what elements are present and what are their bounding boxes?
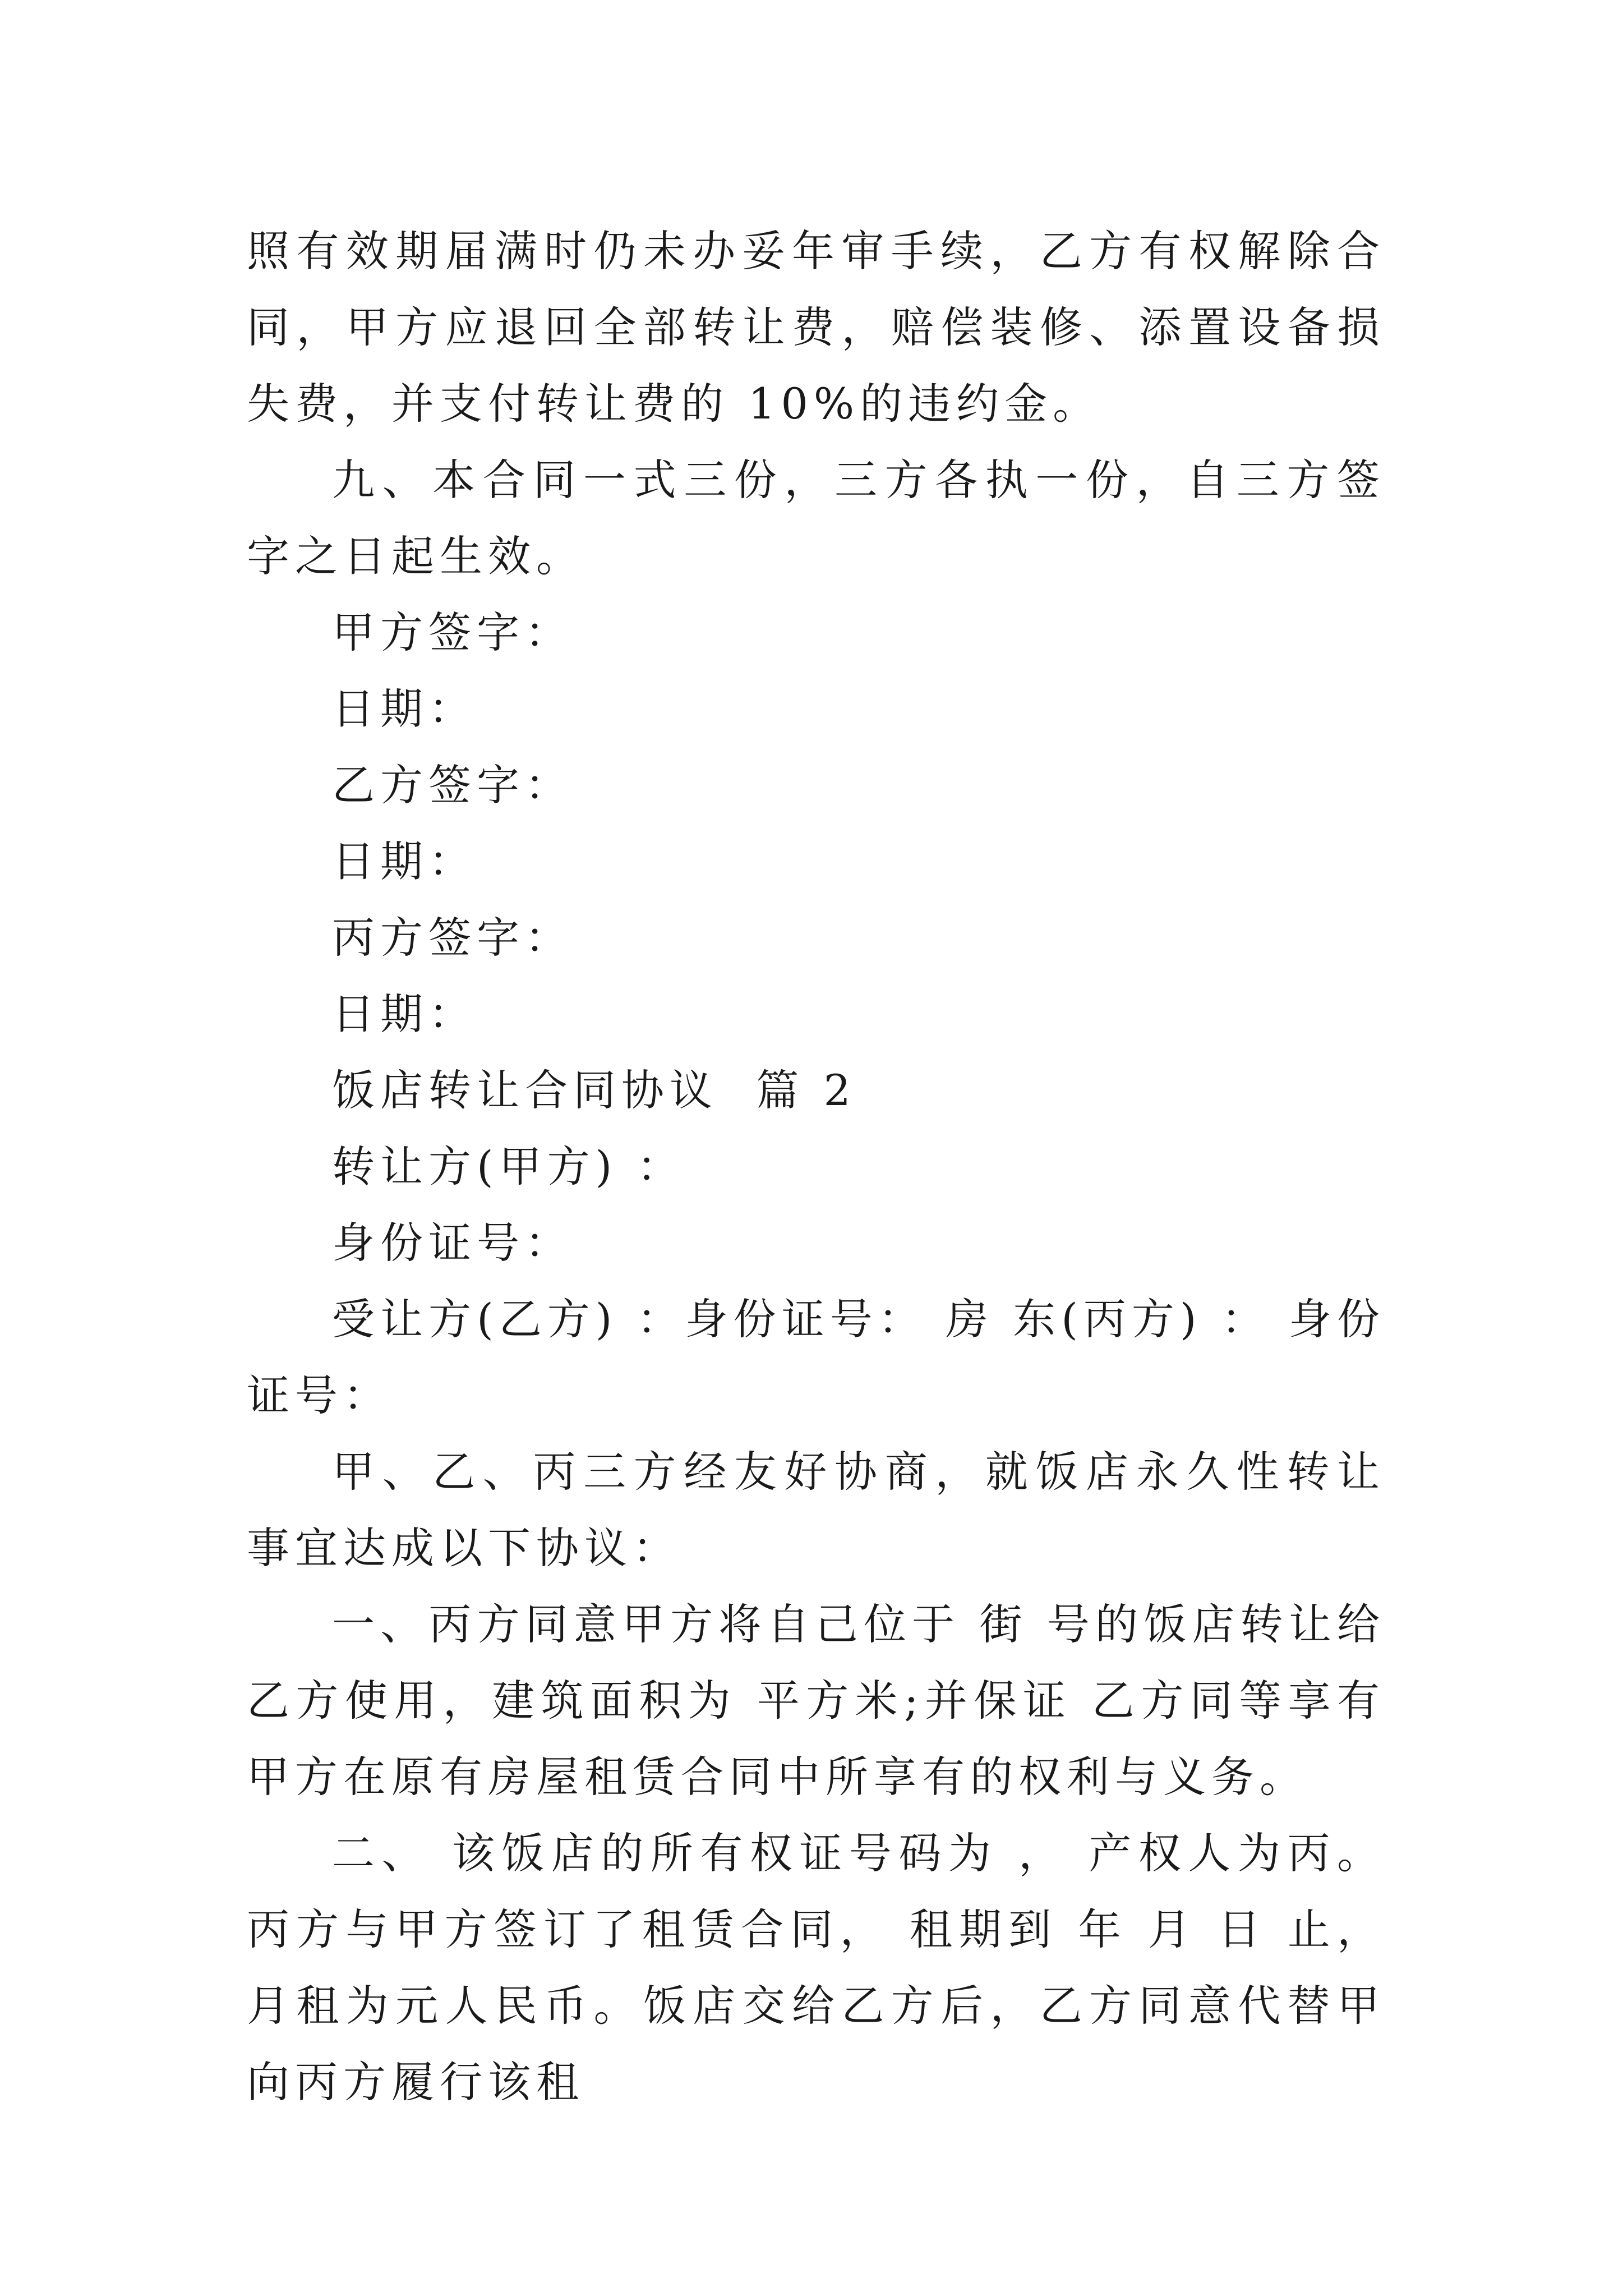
paragraph-agreement-intro: 甲、乙、丙三方经友好协商，就饭店永久性转让事宜达成以下协议： — [247, 1447, 1385, 1573]
section-heading: 饭店转让合同协议 篇 2 — [332, 1065, 856, 1115]
document-body — [247, 213, 1385, 2120]
transferor-line: 转让方(甲方) ： — [332, 1142, 685, 1191]
parties-line: 受让方(乙方) ：身份证号： 房 东(丙方) ： 身份证号： — [247, 1294, 1385, 1420]
date-party-a: 日期： — [332, 684, 477, 734]
paragraph-clause-nine: 九、本合同一式三份，三方各执一份，自三方签字之日起生效。 — [247, 455, 1385, 581]
signature-party-a: 甲方签字： — [332, 608, 573, 657]
id-number-line: 身份证号： — [332, 1218, 573, 1268]
signature-party-c: 丙方签字： — [332, 913, 573, 963]
paragraph-continuation: 照有效期届满时仍未办妥年审手续，乙方有权解除合同，甲方应退回全部转让费，赔偿装修、添置设备损失费，并支付转让费的 10%的违约金。 — [247, 226, 1385, 429]
date-party-b: 日期： — [332, 836, 477, 886]
signature-party-b: 乙方签字： — [332, 760, 573, 810]
paragraph-clause-two: 二、 该饭店的所有权证号码为 ， 产权人为丙。 丙方与甲方签订了租赁合同， 租期到 年 月 日 止，月租为元人民币。饭店交给乙方后，乙方同意代替甲向丙方履行该租 — [247, 1828, 1385, 2107]
date-party-c: 日期： — [332, 989, 477, 1039]
paragraph-clause-one: 一、丙方同意甲方将自己位于 街 号的饭店转让给乙方使用，建筑面积为 平方米;并保证 乙方同等享有甲方在原有房屋租赁合同中所享有的权利与义务。 — [247, 1599, 1385, 1802]
